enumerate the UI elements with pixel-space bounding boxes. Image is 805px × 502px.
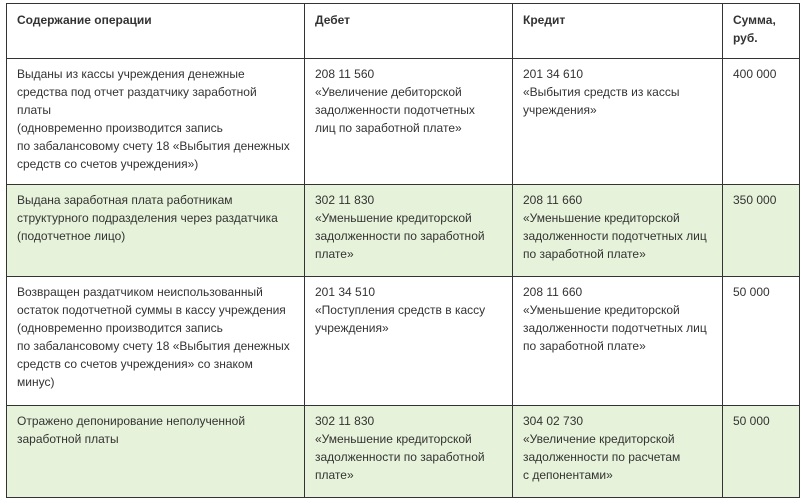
- sum-cell: 50 000: [723, 277, 800, 405]
- table-row: [7, 405, 800, 497]
- operation-line: средств со счетов учреждения» со знаком: [17, 357, 253, 372]
- operation-line: (подотчетное лицо): [17, 229, 126, 244]
- header-credit: Кредит: [513, 4, 723, 59]
- credit-line: 201 34 610: [523, 67, 584, 81]
- debit-cell: [305, 59, 513, 185]
- operation-line: средства под отчет раздатчику заработной: [17, 85, 257, 99]
- credit-line: задолженности подотчетных лиц: [523, 321, 707, 336]
- debit-line: «Уменьшение кредиторской: [315, 431, 472, 446]
- header-operation: Содержание операции: [7, 4, 305, 59]
- credit-line: учреждения»: [523, 103, 597, 117]
- header-sum-line: руб.: [733, 31, 758, 45]
- operation-line: Возвращен раздатчиком неиспользованный: [17, 285, 263, 300]
- table-row: [7, 277, 800, 405]
- operation-cell: [7, 185, 305, 277]
- operation-line: по забалансовому счету 18 «Выбытия денежных: [17, 139, 290, 153]
- credit-line: по заработной плате»: [523, 339, 646, 354]
- operation-line: (одновременно производится запись: [17, 321, 223, 336]
- debit-line: 201 34 510: [315, 285, 376, 300]
- sum-cell: 400 000: [723, 59, 800, 185]
- credit-line: «Выбытия средств из кассы: [523, 85, 680, 99]
- credit-line: 208 11 660: [523, 193, 583, 208]
- operation-line: платы: [17, 103, 52, 117]
- debit-cell: [305, 277, 513, 405]
- operation-line: остаток подотчетной суммы в кассу учреждения: [17, 303, 286, 318]
- operation-line: структурного подразделения через раздатчика: [17, 211, 278, 226]
- header-sum-line: Сумма,: [733, 13, 776, 27]
- header-sum: [723, 4, 800, 59]
- debit-line: 302 11 830: [315, 413, 375, 428]
- debit-line: «Поступления средств в кассу: [315, 303, 486, 318]
- header-debit: Дебет: [305, 4, 513, 59]
- debit-line: «Уменьшение кредиторской: [315, 211, 472, 226]
- operation-line: Выданы из кассы учреждения денежные: [17, 67, 245, 81]
- debit-line: плате»: [315, 247, 354, 262]
- operation-cell: [7, 405, 305, 497]
- debit-line: 302 11 830: [315, 193, 375, 208]
- debit-line: 208 11 560: [315, 67, 375, 81]
- debit-line: «Увеличение дебиторской: [315, 85, 462, 99]
- credit-line: 208 11 660: [523, 285, 583, 300]
- credit-line: «Увеличение кредиторской: [523, 431, 675, 446]
- credit-line: задолженности подотчетных лиц: [523, 229, 707, 244]
- debit-line: плате»: [315, 467, 354, 482]
- debit-line: учреждения»: [315, 321, 389, 336]
- credit-line: по заработной плате»: [523, 247, 646, 262]
- sum-cell: 50 000: [723, 405, 800, 497]
- header-row: [7, 4, 800, 59]
- operation-line: по забалансовому счету 18 «Выбытия денежных: [17, 339, 290, 354]
- operation-line: минус): [17, 375, 55, 390]
- accounting-entries-table: [6, 3, 800, 498]
- credit-cell: [513, 185, 723, 277]
- credit-cell: [513, 277, 723, 405]
- credit-cell: [513, 405, 723, 497]
- operation-line: заработной платы: [17, 431, 119, 446]
- debit-cell: [305, 405, 513, 497]
- debit-line: задолженности по заработной: [315, 229, 485, 244]
- table-row: [7, 59, 800, 185]
- credit-line: 304 02 730: [523, 413, 584, 428]
- credit-line: задолженности по расчетам: [523, 449, 681, 464]
- credit-line: с депонентами»: [523, 467, 613, 482]
- operation-line: Отражено депонирование неполученной: [17, 413, 246, 428]
- operation-line: (одновременно производится запись: [17, 121, 223, 135]
- credit-cell: [513, 59, 723, 185]
- operation-line: средств со счетов учреждения»): [17, 157, 199, 171]
- operation-line: Выдана заработная плата работникам: [17, 193, 233, 208]
- credit-line: «Уменьшение кредиторской: [523, 303, 680, 318]
- debit-line: задолженности по заработной: [315, 449, 485, 464]
- debit-line: задолженности подотчетных: [315, 103, 475, 117]
- table-row: [7, 185, 800, 277]
- debit-cell: [305, 185, 513, 277]
- debit-line: лиц по заработной плате»: [315, 121, 462, 135]
- credit-line: «Уменьшение кредиторской: [523, 211, 680, 226]
- sum-cell: 350 000: [723, 185, 800, 277]
- operation-cell: [7, 277, 305, 405]
- operation-cell: [7, 59, 305, 185]
